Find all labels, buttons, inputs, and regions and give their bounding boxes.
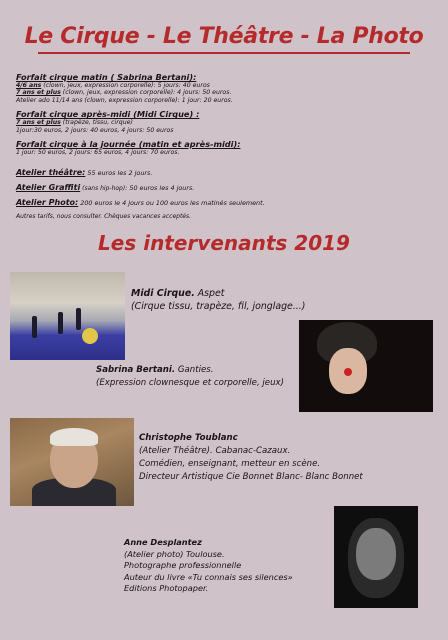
- forfait-matin-line: 7 ans et plus (clown, jeux, expression corporelle): 4 jours: 50 euros.: [16, 89, 232, 97]
- clown-nose-shape: [344, 368, 352, 376]
- midi-cirque-photo: [10, 272, 125, 360]
- intervenants-title: Les intervenants 2019: [98, 231, 350, 255]
- sabrina-caption: Sabrina Bertani. Ganties. (Expression clownesque et corporelle, jeux): [96, 365, 284, 388]
- forfait-journee-heading: Forfait cirque à la journée (matin et après-midi):: [16, 139, 241, 150]
- page-title: Le Cirque - Le Théâtre - La Photo: [24, 24, 424, 49]
- anne-photo: [334, 506, 418, 608]
- midi-cirque-caption: Midi Cirque. Aspet (Cirque tissu, trapèze, fil, jonglage...): [131, 288, 306, 312]
- forfait-apresmidi-line: 7 ans et plus (trapèze, tissu, cirque): [16, 119, 133, 127]
- anne-caption: Anne Desplantez (Atelier photo) Toulouse. Photographe professionnelle Auteur du livre «Tu connais ses silences» Editions Photopaper.: [124, 537, 293, 593]
- hair-shape: [50, 428, 98, 446]
- atelier-graffiti: Atelier Graffiti (sans hip-hop): 50 euros les 4 jours.: [16, 183, 195, 192]
- ateliers-section: [16, 168, 436, 220]
- forfait-apresmidi: [16, 109, 436, 134]
- forfait-matin-heading: Forfait cirque matin ( Sabrina Bertani):: [16, 72, 197, 82]
- performer-figure: [32, 316, 37, 338]
- forfait-matin-line: 4/6 ans (clown, jeux, expression corporelle): 5 jours: 40 euros: [16, 82, 210, 89]
- forfait-matin: [16, 72, 436, 104]
- performer-figure: [58, 312, 63, 334]
- sabrina-photo: [299, 320, 433, 412]
- forfait-apresmidi-heading: Forfait cirque après-midi (Midi Cirque) :: [16, 109, 200, 120]
- christophe-caption: Christophe Toublanc (Atelier Théâtre). Cabanac-Cazaux. Comédien, enseignant, metteur en scène. Directeur Artistique Cie Bonnet Blanc- Blanc Bonnet: [139, 433, 363, 482]
- ball-shape: [82, 328, 98, 344]
- atelier-theatre: Atelier théâtre: 55 euros les 2 jours.: [16, 168, 153, 177]
- tarifs-section: [16, 72, 436, 161]
- face-shape: [356, 528, 396, 580]
- forfait-matin-line: Atelier ado 11/14 ans (clown, expression corporelle): 1 jour: 20 euros.: [16, 96, 233, 104]
- performer-figure: [76, 308, 81, 330]
- atelier-photo: Atelier Photo: 200 euros le 4 jours ou 100 euros les matinés seulement.: [16, 198, 265, 207]
- forfait-journee-line: 1 jour: 50 euros, 2 jours: 65 euros, 4 jours: 70 euros.: [16, 149, 180, 157]
- tarifs-note: Autres tarifs, nous consulter. Chèques vacances acceptés.: [16, 213, 192, 220]
- christophe-photo: [10, 418, 134, 506]
- title-underline: [38, 52, 410, 54]
- forfait-journee: [16, 139, 436, 156]
- forfait-apresmidi-line: 1jour:30 euros, 2 jours: 40 euros, 4 jours: 50 euros: [16, 126, 174, 134]
